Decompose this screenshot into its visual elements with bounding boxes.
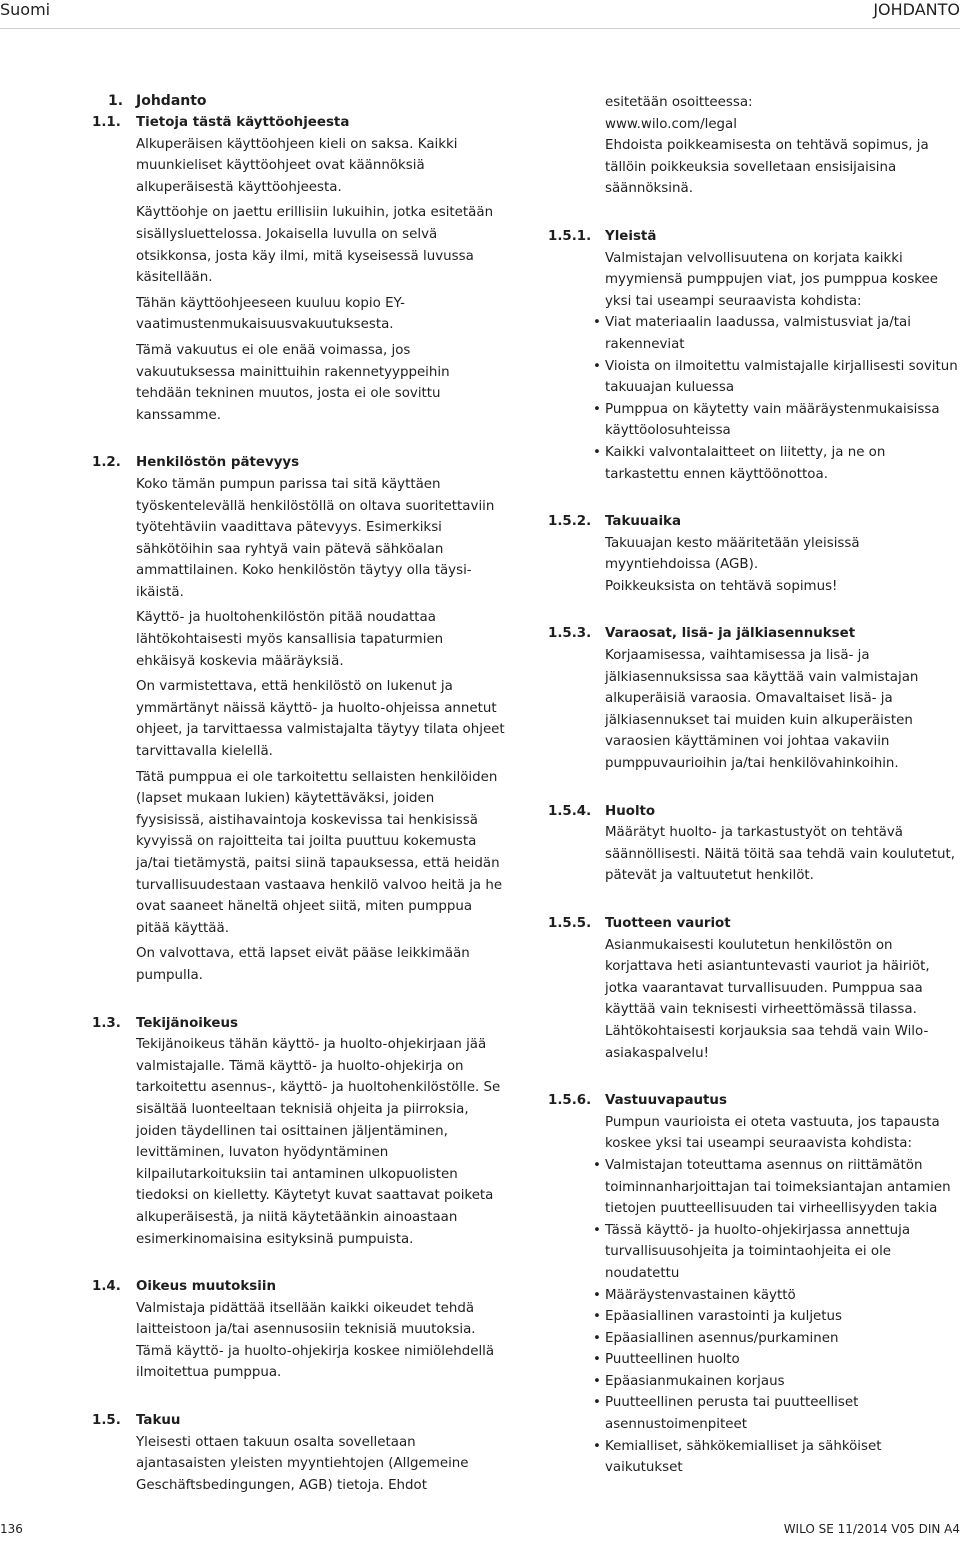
warranty-continuation: [548, 92, 960, 200]
section-1-5-3: [548, 623, 960, 774]
list-item: • Vioista on ilmoitettu valmistajalle kirjallisesti sovitun takuuajan kuluessa: [605, 356, 960, 399]
paragraph: Tätä pumppua ei ole tarkoitettu sellaisten henkilöiden (lapset mukaan lukien) käytettäväksi, joiden fyysisissä, aistihavaintoja koskevissa tai henkisissä kyvyissä on rajoitteita tai joilta puuttuu kokemusta ja/tai tietämystä, paitsi siinä tapauksessa, että heidän turvallisuudestaan vastaava henkilö valvoo heitä ja he ovat saaneet häneltä ohjeet siitä, miten pumppua pitää käyttää.: [136, 769, 503, 936]
section-title: Oikeus muutoksiin: [136, 1279, 276, 1295]
list-item: • Epäasiallinen varastointi ja kuljetus: [605, 1306, 960, 1328]
paragraph: Tekijänoikeus tähän käyttö- ja huolto-ohjekirjaan jää valmistajalle. Tämä käyttö- ja huolto-ohjekirja on tarkoitettu asennus-, käyttö- ja huoltohenkilöstölle. Se sisältää luonteeltaan teknisiä ohjeita ja piirroksia, joiden täydellinen tai osittainen jäljentäminen, levittäminen, luvaton hyödyntäminen kilpailutarkoituksiin tai antaminen ulkopuolisten tiedoksi on kielletty. Käytetyt kuvat saattavat poiketa alkuperäisestä, ja niitä käytetäänkin ainoastaan esimerkinomaisina esityksinä pumpuista.: [136, 1037, 501, 1247]
chapter-heading: [108, 90, 506, 112]
paragraph: Tämä vakuutus ei ole enää voimassa, jos vakuutuksessa mainittuihin rakennetyyppeihin tehdään tekninen muutos, josta ei ole sovittu kanssamme.: [136, 342, 450, 423]
section-number: 1.5.6.: [548, 1093, 592, 1109]
section-1-5-4: [548, 801, 960, 887]
paragraph: On varmistettava, että henkilöstö on lukenut ja ymmärtänyt näissä käyttö- ja huolto-ohjeissa annetut ohjeet, ja tarvittaessa valmistajalta täytyy tilata ohjeet tarvittavalla kielellä.: [136, 679, 505, 760]
bullet-list: [605, 312, 960, 485]
section-number: 1.4.: [92, 1279, 121, 1295]
section-number: 1.3.: [92, 1015, 121, 1031]
section-title: Takuu: [136, 1413, 181, 1429]
list-item: • Epäasianmukainen korjaus: [605, 1371, 960, 1393]
section-title: Yleistä: [605, 228, 657, 244]
paragraph: Poikkeuksista on tehtävä sopimus!: [605, 578, 838, 594]
list-item: • Puutteellinen perusta tai puutteelliset asennustoimenpiteet: [605, 1392, 960, 1435]
section-number: 1.2.: [92, 455, 121, 471]
paragraph: esitetään osoitteessa:: [605, 95, 753, 110]
section-1-5-2: [548, 511, 960, 597]
section-number: 1.1.: [92, 115, 121, 130]
left-column: [92, 90, 506, 1500]
section-1-5: [92, 1410, 506, 1496]
section-number: 1.5.4.: [548, 803, 592, 819]
section-1-5-1: [548, 226, 960, 485]
section-title: Tuotteen vauriot: [605, 916, 731, 931]
list-item: • Epäasiallinen asennus/purkaminen: [605, 1328, 960, 1350]
section-1-3: [92, 1013, 506, 1251]
chapter-number: 1.: [108, 93, 124, 109]
paragraph: Tähän käyttöohjeeseen kuuluu kopio EY-vaatimustenmukaisuusvakuutuksesta.: [136, 295, 405, 333]
paragraph: Koko tämän pumpun parissa tai sitä käyttäen työskentelevällä henkilöstöllä on oltava suoritettaviin työtehtäviin vaadittava pätevyys. Esimerkiksi sähkötöihin saa ryhtyä vain pätevä sähköalan ammattilainen. Koko henkilöstön täytyy olla täysi-ikäistä.: [136, 476, 495, 600]
section-title: Tietoja tästä käyttöohjeesta: [136, 115, 350, 130]
legal-link[interactable]: www.wilo.com/legal: [605, 116, 737, 132]
section-title: Huolto: [605, 803, 656, 819]
right-column: [548, 92, 960, 1483]
paragraph: Valmistajan velvollisuutena on korjata kaikki myymiensä pumppujen viat, jos pumppua koskee yksi tai useampi seuraavista kohdista:: [605, 250, 938, 309]
page-number: 136: [0, 1522, 23, 1536]
section-title: Henkilöstön pätevyys: [136, 455, 300, 471]
paragraph: Pumpun vaurioista ei oteta vastuuta, jos tapausta koskee yksi tai useampi seuraavista kohdista:: [605, 1114, 940, 1152]
section-title: Vastuuvapautus: [605, 1093, 727, 1109]
section-1-5-6: [548, 1090, 960, 1479]
section-number: 1.5.3.: [548, 626, 592, 642]
paragraph: Takuuajan kesto määritetään yleisissä myyntiehdoissa (AGB).: [605, 535, 860, 573]
paragraph: Alkuperäisen käyttöohjeen kieli on saksa. Kaikki muunkieliset käyttöohjeet ovat käännöksiä alkuperäisestä käyttöohjeesta.: [136, 136, 458, 195]
section-title: Varaosat, lisä- ja jälkiasennukset: [605, 626, 856, 642]
section-1-4: [92, 1276, 506, 1384]
paragraph: Valmistaja pidättää itsellään kaikki oikeudet tehdä laitteistoon ja/tai asennusosiin teknisiä muutoksia. Tämä käyttö- ja huolto-ohjekirja koskee nimiölehdellä ilmoitettua pumppua.: [136, 1300, 495, 1381]
section-1-1: [92, 112, 506, 426]
section-number: 1.5.5.: [548, 916, 592, 931]
paragraph: Ehdoista poikkeamisesta on tehtävä sopimus, ja tällöin poikkeuksia sovelletaan ensisijaisina säännöksinä.: [605, 138, 929, 197]
paragraph: Määrätyt huolto- ja tarkastustyöt on tehtävä säännöllisesti. Näitä töitä saa tehdä vain koulutetut, pätevät ja valtuutetut henkilöt.: [605, 825, 955, 884]
header-section: JOHDANTO: [873, 0, 960, 19]
section-number: 1.5.1.: [548, 228, 592, 244]
paragraph: Yleisesti ottaen takuun osalta sovelletaan ajantasaisten yleisten myyntiehtojen (Allgemeine Geschäftsbedingungen, AGB) tietoja. Ehdot: [136, 1434, 469, 1493]
paragraph: Käyttö- ja huoltohenkilöstön pitää noudattaa lähtökohtaisesti myös kansallisia tapaturmien ehkäisyä koskevia määräyksiä.: [136, 610, 444, 669]
list-item: • Kemialliset, sähkökemialliset ja sähköiset vaikutukset: [605, 1436, 960, 1479]
paragraph: On valvottava, että lapset eivät pääse leikkimään pumpulla.: [136, 946, 470, 983]
paragraph: Asianmukaisesti koulutetun henkilöstön on korjattava heti asiantuntevasti vauriot ja häiriöt, jotka vaarantavat turvallisuuden. Pumppua saa käyttää vain teknisesti virheettömässä tilassa. Lähtökohtaisesti korjauksia saa tehdä vain Wilo-asiakaspalvelu!: [605, 937, 930, 1061]
chapter-title: Johdanto: [136, 93, 207, 109]
section-title: Takuuaika: [605, 514, 681, 530]
list-item: • Viat materiaalin laadussa, valmistusviat ja/tai rakenneviat: [605, 312, 960, 355]
section-1-5-5: [548, 913, 960, 1064]
header-divider: [0, 28, 960, 29]
list-item: • Määräystenvastainen käyttö: [605, 1285, 960, 1307]
list-item: • Tässä käyttö- ja huolto-ohjekirjassa annettuja turvallisuusohjeita ja toimintaohjeita ei ole noudatettu: [605, 1220, 960, 1285]
section-title: Tekijänoikeus: [136, 1015, 239, 1031]
paragraph: Käyttöohje on jaettu erillisiin lukuihin, jotka esitetään sisällysluettelossa. Jokaisella luvulla on selvä otsikkonsa, josta käy ilmi, mitä kyseisessä luvussa käsitellään.: [136, 205, 494, 286]
bullet-list: [605, 1155, 960, 1479]
list-item: • Puutteellinen huolto: [605, 1349, 960, 1371]
list-item: • Pumppua on käytetty vain määräystenmukaisissa käyttöolosuhteissa: [605, 399, 960, 442]
header-language: Suomi: [0, 0, 51, 19]
document-id: WILO SE 11/2014 V05 DIN A4: [783, 1522, 960, 1536]
list-item: • Kaikki valvontalaitteet on liitetty, ja ne on tarkastettu ennen käyttöönottoa.: [605, 442, 960, 485]
section-number: 1.5.: [92, 1413, 121, 1429]
list-item: • Valmistajan toteuttama asennus on riittämätön toiminnanharjoittajan tai toimeksiantajan antamien tietojen puutteellisuuden tai virheellisyyden takia: [605, 1155, 960, 1220]
section-1-2: [92, 452, 506, 986]
section-number: 1.5.2.: [548, 514, 592, 530]
paragraph: Korjaamisessa, vaihtamisessa ja lisä- ja jälkiasennuksissa saa käyttää vain valmistajan alkuperäisiä varaosia. Omavaltaiset lisä- ja jälkiasennukset tai muiden kuin alkuperäisten varaosien käyttäminen voi johtaa vakaviin pumppuvaurioihin ja/tai henkilövahinkoihin.: [605, 648, 919, 772]
